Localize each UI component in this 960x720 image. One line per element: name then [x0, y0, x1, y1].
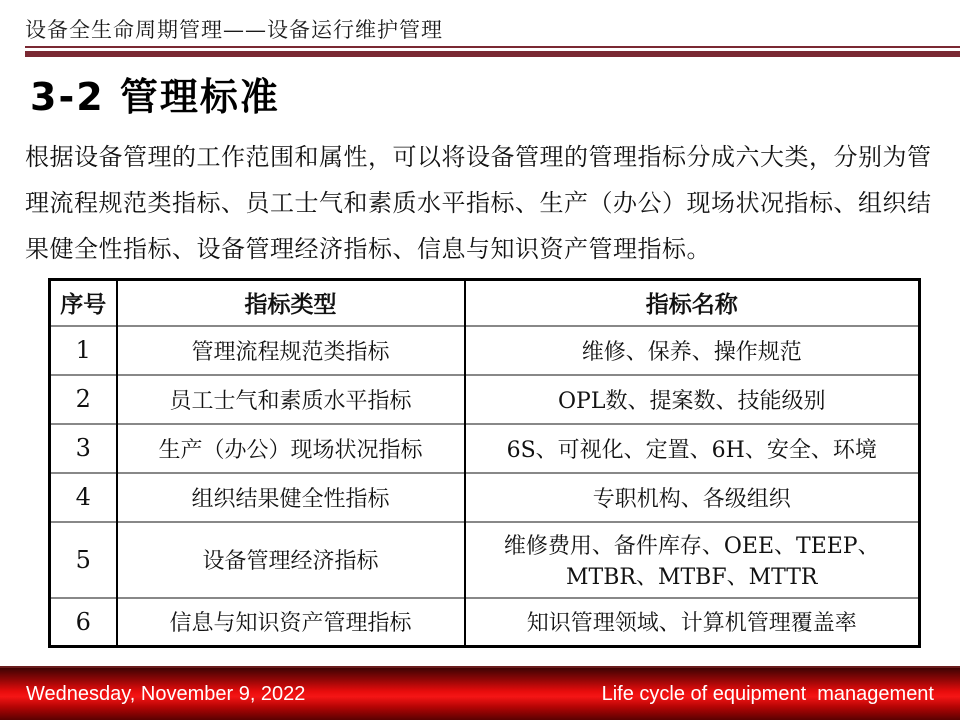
table-row — [50, 375, 920, 424]
cell-num: 1 — [50, 326, 117, 375]
cell-num: 3 — [50, 424, 117, 473]
cell-type: 管理流程规范类指标 — [117, 326, 465, 375]
cell-type: 信息与知识资产管理指标 — [117, 598, 465, 647]
footer-date: Wednesday, November 9, 2022 — [26, 682, 306, 705]
page-title: 3-2 管理标准 — [30, 75, 280, 119]
footer-bar — [0, 666, 960, 720]
intro-paragraph — [25, 134, 940, 272]
col-header-name: 指标名称 — [465, 280, 920, 326]
intro-line-2: 理流程规范类指标、员工士气和素质水平指标、生产（办公）现场状况指标、组织结 — [25, 189, 932, 217]
table-header-row — [50, 280, 920, 326]
table-row — [50, 424, 920, 473]
indicator-table — [48, 278, 921, 648]
cell-num: 2 — [50, 375, 117, 424]
cell-num: 4 — [50, 473, 117, 522]
header-title: 设备全生命周期管理——设备运行维护管理 — [25, 18, 443, 42]
cell-name: 维修费用、备件库存、OEE、TEEP、MTBR、MTBF、MTTR — [465, 522, 920, 598]
header-rule-thin — [25, 46, 960, 48]
cell-name: 知识管理领域、计算机管理覆盖率 — [465, 598, 920, 647]
col-header-type: 指标类型 — [117, 280, 465, 326]
table-row — [50, 326, 920, 375]
table-row — [50, 522, 920, 598]
header-rule-thick — [25, 51, 960, 57]
cell-type: 组织结果健全性指标 — [117, 473, 465, 522]
cell-name: 6S、可视化、定置、6H、安全、环境 — [465, 424, 920, 473]
intro-line-1: 根据设备管理的工作范围和属性，可以将设备管理的管理指标分成六大类，分别为管 — [25, 143, 932, 171]
cell-name: OPL数、提案数、技能级别 — [465, 375, 920, 424]
table-row — [50, 598, 920, 647]
cell-num: 6 — [50, 598, 117, 647]
intro-line-3: 果健全性指标、设备管理经济指标、信息与知识资产管理指标。 — [25, 235, 711, 263]
cell-name: 维修、保养、操作规范 — [465, 326, 920, 375]
cell-type: 设备管理经济指标 — [117, 522, 465, 598]
table-row — [50, 473, 920, 522]
cell-num: 5 — [50, 522, 117, 598]
cell-name: 专职机构、各级组织 — [465, 473, 920, 522]
cell-type: 生产（办公）现场状况指标 — [117, 424, 465, 473]
cell-type: 员工士气和素质水平指标 — [117, 375, 465, 424]
col-header-num: 序号 — [60, 291, 107, 319]
footer-caption: Life cycle of equipment management — [601, 682, 934, 705]
